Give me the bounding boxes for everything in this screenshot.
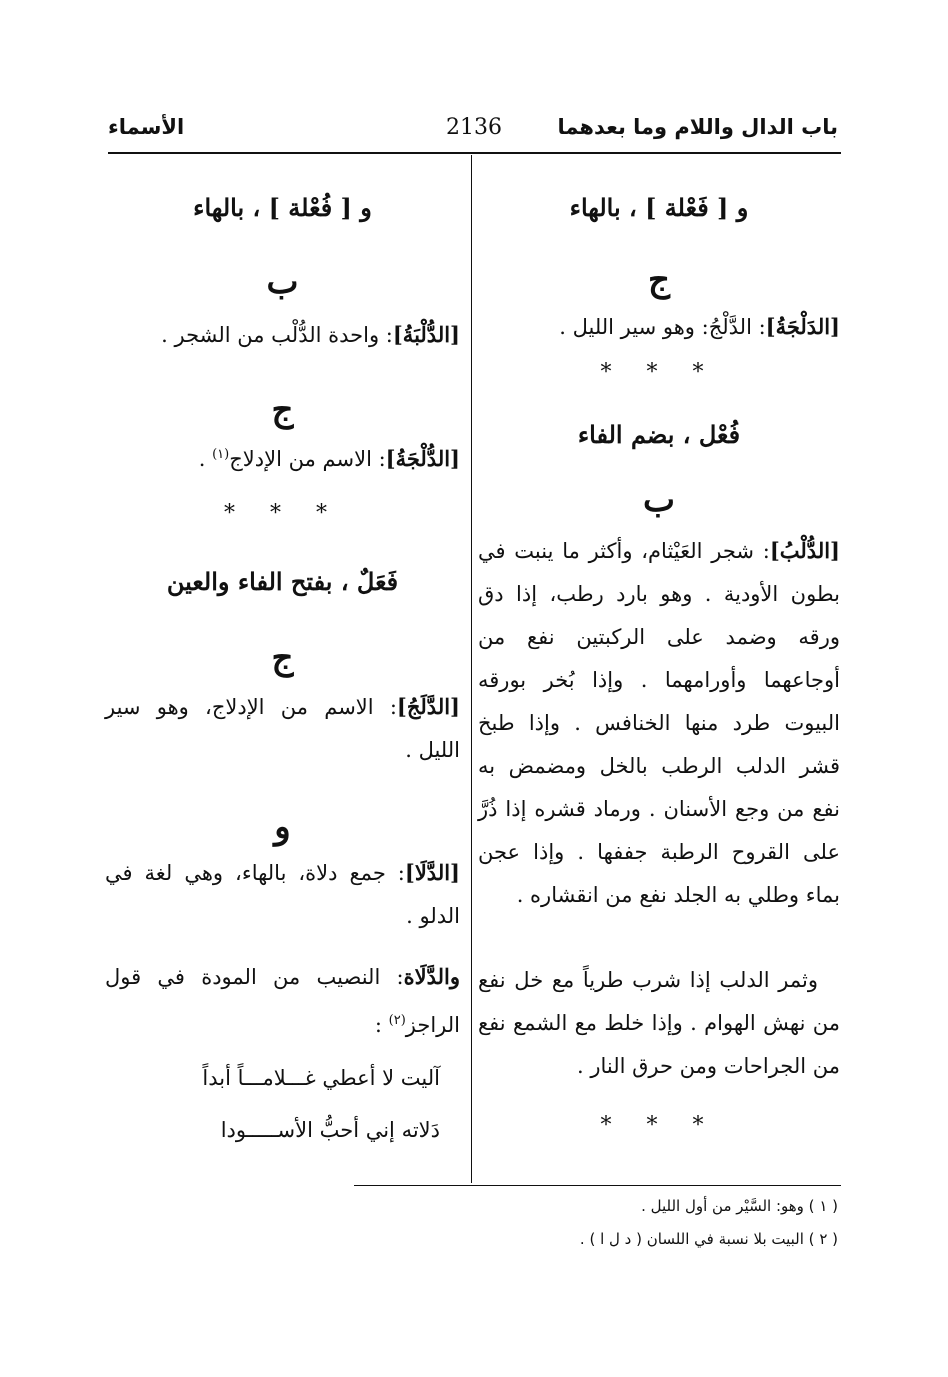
headword: [الدُّلْجَةُ]	[385, 446, 460, 471]
chapter-title: باب الدال واللام وما بعدهما	[557, 115, 838, 139]
section-title: الأسماء	[108, 115, 185, 139]
headword: [الدَّلَجُ]	[396, 694, 460, 719]
headword: [الدَّلَا]	[404, 860, 460, 885]
definition: : جمع دلاة، بالهاء، وهي لغة في الدلو .	[105, 861, 460, 928]
page-number: 2136	[446, 115, 502, 140]
right-letter-jim: ج	[648, 260, 670, 300]
right-heading-fala: و [ فَعْلة ] ، بالهاء	[569, 193, 749, 222]
definition: : الاسم من الإدلاج	[229, 447, 386, 471]
definition: : شجر العَيْثام، وأكثر ما ينبت في بطون الأودية . وهو بارد رطب، إذا دق ورقه وضمد على الركبتين نفع من أوجاعهما وأورامهما . وإذا بُخر بورقه البيوت طرد منها الخنافس . وإذا طبخ قشر الدلب الرطب بالخل ومضمض به نفع من وجع الأسنان . ورماد قشره إذا ذُرَّ على القروح الرطبة جففها . وإذا عجن بماء وطلي به الجلد نفع من انقشاره .	[478, 539, 840, 907]
right-entry-daljah	[478, 305, 840, 349]
left-entry-dulbah	[105, 313, 460, 357]
footnote-1: ( ١ ) وهو: السَّيْر من أول الليل .	[641, 1197, 838, 1215]
right-entry-dulb	[478, 529, 840, 917]
left-entry-dalaj	[105, 685, 460, 772]
left-letter-waw: و	[274, 807, 291, 847]
footnote-2: ( ٢ ) البيت بلا نسبة في اللسان ( د ل ا ) .	[579, 1230, 838, 1248]
right-letter-ba: ب	[642, 480, 675, 520]
headword: والدَّلَاة	[403, 964, 460, 989]
headword: [الدُّلْبَةُ]	[392, 322, 460, 347]
left-letter-ba: ب	[266, 262, 299, 302]
left-letter-jim-2: ج	[271, 638, 294, 678]
definition: : واحدة الدُّلْب من الشجر .	[161, 323, 393, 347]
definition-end: :	[374, 1013, 389, 1037]
left-entry-dalah	[105, 955, 460, 1047]
left-heading-faal: فَعَلٌ ، بفتح الفاء والعين	[166, 567, 399, 596]
headword: [الدُّلْبُ]	[769, 538, 840, 563]
definition-end: .	[198, 447, 213, 471]
verse-line-2: دَلاته إني أحبُّ الأســـــودا	[220, 1118, 440, 1142]
separator-stars: * * *	[600, 1113, 718, 1138]
right-heading-ful: فُعْل ، بضم الفاء	[577, 420, 741, 449]
footnote-ref: (١)	[212, 447, 230, 462]
footnote-ref: (٢)	[388, 1013, 406, 1028]
column-divider	[471, 155, 472, 1183]
definition: : الدَّلْجُ: وهو سير الليل .	[559, 315, 766, 339]
separator-stars: * * *	[224, 501, 341, 526]
left-entry-dala	[105, 851, 460, 938]
footnote-rule	[354, 1185, 841, 1186]
verse-line-1: آليت لا أعطي غـــلامـــاً أبداً	[202, 1066, 440, 1090]
definition: : الاسم من الإدلاج، وهو سير الليل .	[105, 695, 460, 762]
definition: : النصيب من المودة في قول الراجز	[105, 965, 460, 1037]
left-letter-jim: ج	[271, 390, 294, 430]
headword: [الدَلْجَةُ]	[765, 314, 840, 339]
right-entry-dulb-para2: وثمر الدلب إذا شرب طرياً مع خل نفع من نهش الهوام . وإذا خلط مع الشمع نفع من الجراحات ومن حرق النار .	[478, 968, 840, 1078]
left-entry-duljah	[105, 433, 460, 481]
header-rule	[108, 152, 841, 154]
left-heading-fula: و [ فُعْلة ] ، بالهاء	[193, 193, 372, 222]
separator-stars: * * *	[600, 360, 718, 385]
